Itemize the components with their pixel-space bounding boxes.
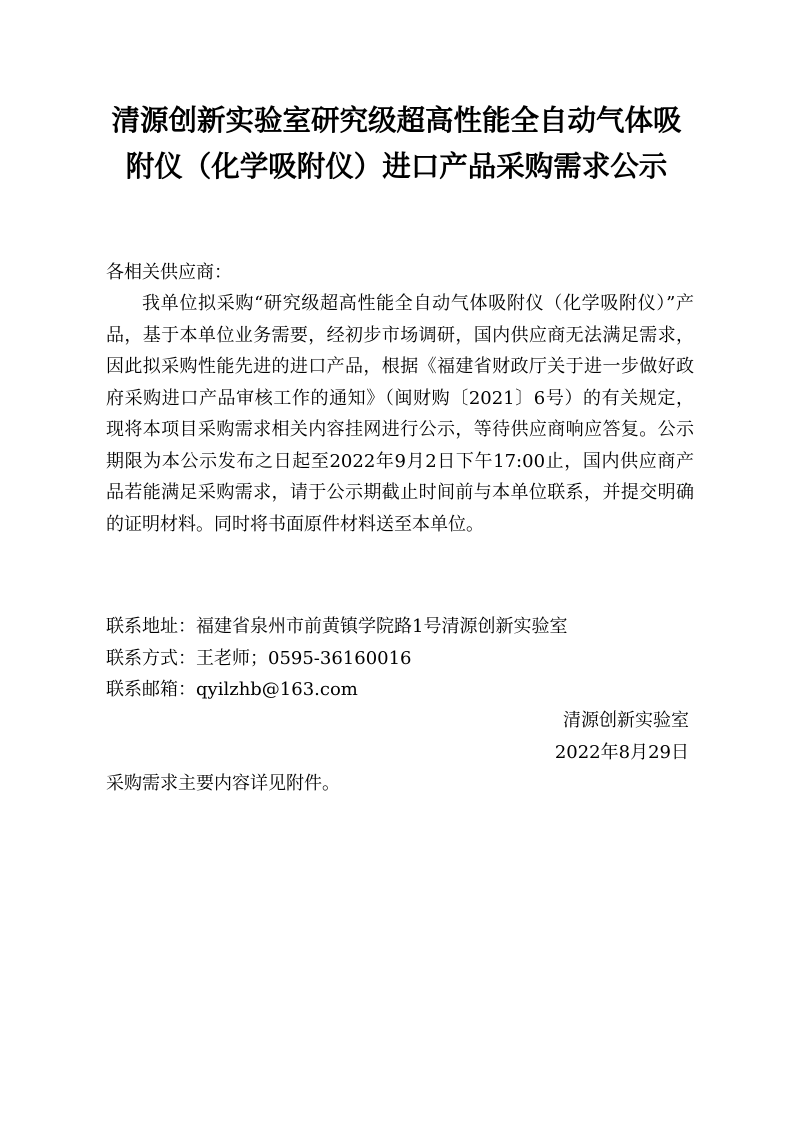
- main-paragraph: 我单位拟采购“研究级超高性能全自动气体吸附仪（化学吸附仪）”产品，基于本单位业务需要，经初步市场调研，国内供应商无法满足需求，因此拟采购性能先进的进口产品，根据《福建省财政厅关于进一步做好政府采购进口产品审核工作的通知》（闽财购〔2021〕6号）的有关规定，现将本项目采购需求相关内容挂网进行公示，等待供应商响应答复。公示期限为本公示发布之日起至2022年9月2日下午17:00止，国内供应商产品若能满足采购需求，请于公示期截止时间前与本单位联系，并提交明确的证明材料。同时将书面原件材料送至本单位。: [106, 293, 694, 535]
- contact-block: [106, 611, 694, 706]
- contact-email: 联系邮箱：qyilzhb@163.com: [106, 679, 358, 700]
- signature-organization: 清源创新实验室: [563, 710, 689, 731]
- document-title: 清源创新实验室研究级超高性能全自动气体吸附仪（化学吸附仪）进口产品采购需求公示: [111, 104, 682, 183]
- attachment-note: 采购需求主要内容详见附件。: [106, 773, 340, 794]
- contact-phone: 联系方式：王老师；0595-36160016: [106, 647, 412, 669]
- salutation: 各相关供应商：: [106, 262, 232, 283]
- signature-date: 2022年8月29日: [554, 742, 689, 763]
- contact-address: 联系地址：福建省泉州市前黄镇学院路1号清源创新实验室: [106, 616, 568, 637]
